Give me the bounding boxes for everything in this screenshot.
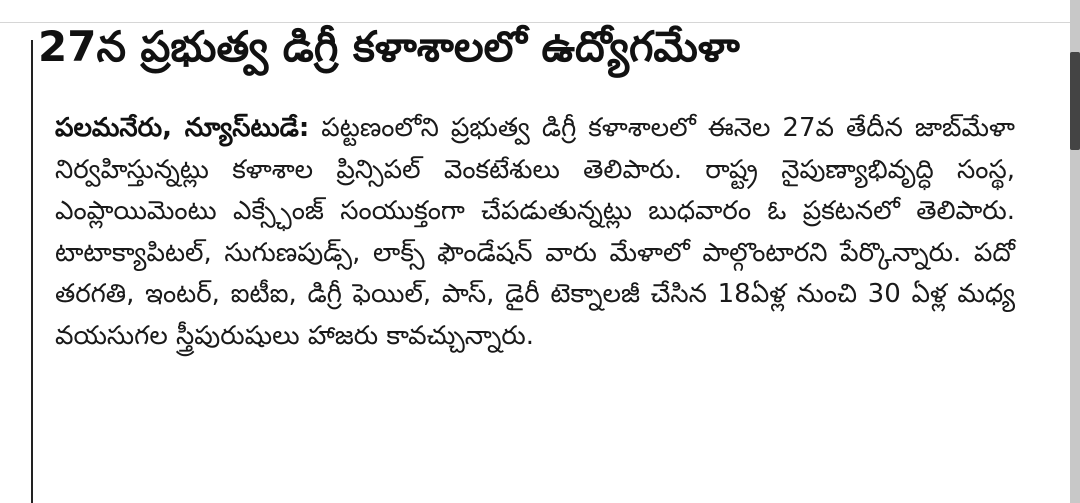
clipping-left-border — [31, 40, 33, 503]
article-dateline: పలమనేరు, న్యూస్‌టుడే: — [55, 113, 310, 143]
article-text: పట్టణంలోని ప్రభుత్వ డిగ్రీ కళాశాలలో ఈనెల 27వ తేదీన జాబ్‌మేళా నిర్వహిస్తున్నట్లు కళాశాల ప్రిన్సిపల్ వెంకటేశులు తెలిపారు. రాష్ట్ర నైపుణ్యాభివృద్ధి సంస్థ, ఎంప్లాయిమెంటు ఎక్స్ఛేంజ్ సంయుక్తంగా చేపడుతున్నట్లు బుధవారం ఓ ప్రకటనలో తెలిపారు. టాటాక్యాపిటల్, సుగుణపుడ్స్, లాక్స్ ఫౌండేషన్ వారు మేళాలో పాల్గొంటారని పేర్కొన్నారు. పదో తరగతి, ఇంటర్, ఐటీఐ, డిగ్రీ ఫెయిల్, పాస్, డైరీ టెక్నాలజీ చేసిన 18ఏళ్ల నుంచి 30 ఏళ్ల మధ్య వయసుగల స్త్రీపురుషులు హాజరు కావచ్చున్నారు. — [55, 113, 1015, 351]
article-body — [55, 108, 1015, 357]
article-headline: 27న ప్రభుత్వ డిగ్రీ కళాశాలలో ఉద్యోగమేళా — [38, 22, 740, 71]
scrollbar-thumb[interactable] — [1070, 52, 1080, 150]
